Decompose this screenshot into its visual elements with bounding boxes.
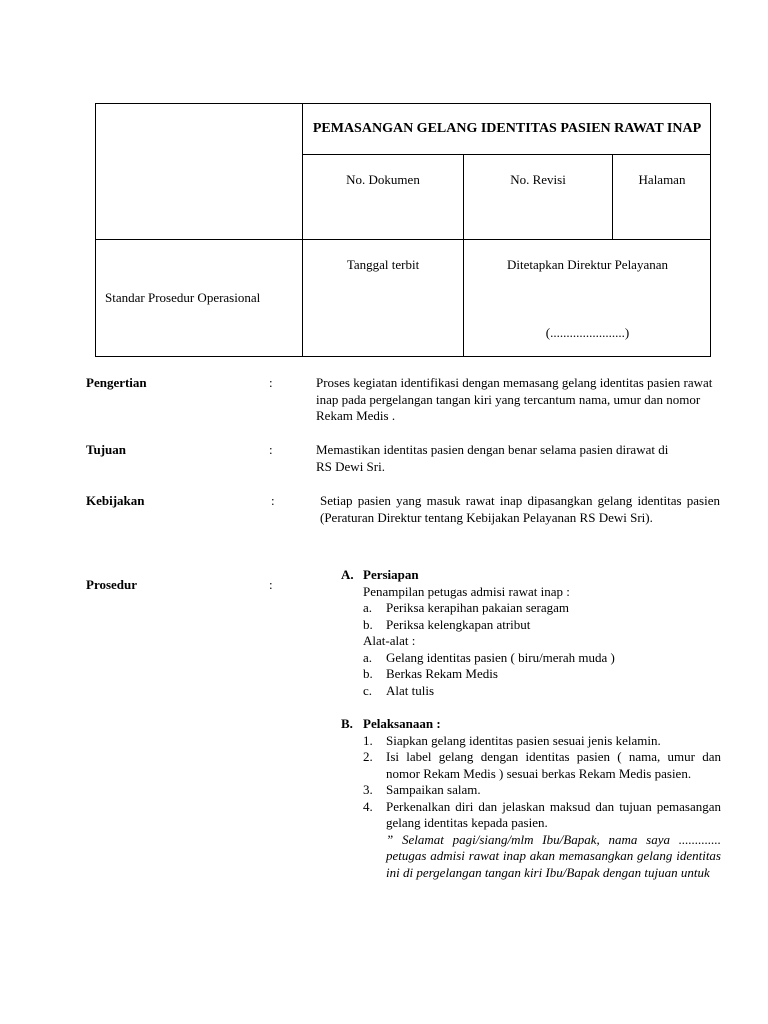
list-item (363, 733, 721, 750)
issue-date-label: Tanggal terbit (346, 257, 420, 272)
doc-number-label: No. Dokumen (346, 172, 420, 187)
sop-label: Standar Prosedur Operasional (105, 290, 261, 305)
section-a-body (341, 584, 721, 700)
list-item (363, 666, 721, 683)
list-marker: 2. (363, 749, 373, 764)
kebijakan-text: Setiap pasien yang masuk rawat inap dipasangkan gelang identitas pasien (Peraturan Direktur tentang Kebijakan Pelayanan RS Dewi Sri). (320, 493, 720, 525)
section-a-title: Persiapan (363, 567, 419, 582)
list-text: Sampaikan salam. (386, 782, 481, 797)
list-item (363, 650, 721, 667)
approved-by-label: Ditetapkan Direktur Pelayanan (507, 257, 668, 272)
list-item (363, 782, 721, 799)
list-text: Siapkan gelang identitas pasien sesuai jenis kelamin. (386, 732, 661, 748)
document-title: PEMASANGAN GELANG IDENTITAS PASIEN RAWAT INAP (312, 121, 702, 136)
tujuan-text: Memastikan identitas pasien dengan benar selama pasien dirawat di RS Dewi Sri. (316, 442, 669, 474)
pengertian-colon: : (269, 375, 273, 390)
section-a-tools-label: Alat-alat : (363, 633, 416, 648)
prosedur-colon: : (269, 577, 273, 592)
page-label: Halaman (638, 172, 686, 187)
list-marker: c. (363, 682, 373, 698)
revision-label: No. Revisi (510, 172, 566, 187)
list-marker: a. (363, 649, 373, 665)
list-text: Periksa kerapihan pakaian seragam (386, 600, 570, 615)
list-marker: 3. (363, 782, 373, 797)
pengertian-text: Proses kegiatan identifikasi dengan memasang gelang identitas pasien rawat inap pada pergelangan tangan kiri yang tercantum nama, umur dan nomor Rekam Medis . (316, 375, 713, 423)
list-marker: 1. (363, 732, 373, 748)
section-a-heading (341, 567, 721, 584)
table-divider (95, 239, 711, 240)
list-item (363, 617, 721, 634)
list-text: Gelang identitas pasien ( biru/merah muda ) (386, 649, 615, 665)
signature-placeholder: (.......................) (545, 325, 630, 340)
list-marker: b. (363, 616, 373, 632)
pengertian-label: Pengertian (86, 375, 147, 390)
table-divider (302, 103, 303, 357)
sop-header-table (95, 103, 711, 357)
prosedur-body (341, 567, 721, 881)
section-b-heading (341, 716, 721, 733)
section-a-intro: Penampilan petugas admisi rawat inap : (363, 583, 570, 599)
list-text: Perkenalkan diri dan jelaskan maksud dan tujuan pemasangan gelang identitas kepada pasien. (386, 798, 721, 830)
table-divider (612, 154, 613, 239)
tujuan-colon: : (269, 442, 273, 457)
section-a-marker: A. (341, 567, 354, 582)
kebijakan-label: Kebijakan (86, 493, 145, 508)
section-b-body (341, 733, 721, 882)
list-text: Berkas Rekam Medis (386, 666, 498, 681)
list-text: Isi label gelang dengan identitas pasien ( nama, umur dan nomor Rekam Medis ) sesuai berkas Rekam Medis pasien. (386, 749, 721, 781)
list-item (363, 600, 721, 617)
prosedur-label: Prosedur (86, 577, 138, 592)
kebijakan-colon: : (271, 493, 275, 508)
list-item (363, 683, 721, 700)
list-marker: a. (363, 600, 373, 615)
list-marker: b. (363, 666, 373, 681)
list-marker: 4. (363, 798, 373, 814)
section-b-marker: B. (341, 716, 353, 731)
list-text: Alat tulis (386, 682, 435, 698)
tujuan-label: Tujuan (86, 442, 126, 457)
greeting-quote: ” Selamat pagi/siang/mlm Ibu/Bapak, nama saya ............. petugas admisi rawat inap akan memasangkan gelang identitas ini di pergelangan tangan kiri Ibu/Bapak dengan tujuan untuk (386, 831, 721, 880)
table-divider (302, 154, 711, 155)
section-b-title: Pelaksanaan : (363, 716, 441, 731)
list-item (363, 799, 721, 832)
list-item (363, 749, 721, 782)
list-text: Periksa kelengkapan atribut (386, 616, 531, 632)
